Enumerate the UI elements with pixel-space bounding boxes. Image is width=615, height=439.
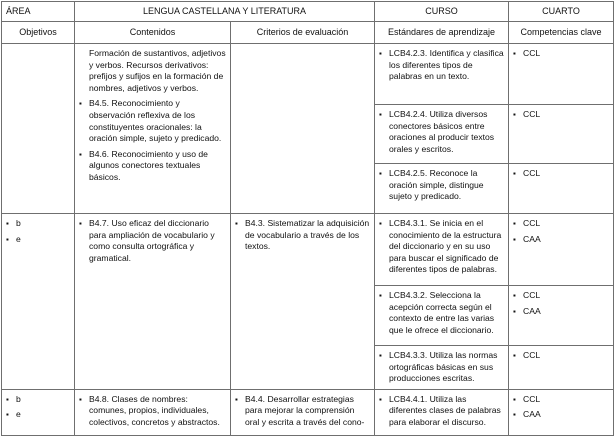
list-item: ▪ CAA	[509, 234, 609, 246]
contenidos-cell	[75, 214, 231, 390]
header-level: CUARTO	[509, 2, 614, 22]
estandar-cell	[375, 164, 509, 214]
header-subject: LENGUA CASTELLANA Y LITERATURA	[75, 2, 375, 22]
list-item: ▪ CCL	[509, 168, 609, 180]
estandar-cell	[375, 105, 509, 164]
estandar-cell	[375, 346, 509, 390]
header-area: ÁREA	[2, 2, 75, 22]
subheader-row	[2, 22, 614, 44]
competencias-cell	[509, 346, 614, 390]
list-item: ▪ LCB4.3.3. Utiliza las normas ortográficas básicas en sus producciones escritas.	[375, 350, 504, 385]
contenidos-cell	[75, 44, 231, 214]
competencias-cell	[509, 44, 614, 105]
list-item: ▪ b	[2, 218, 70, 230]
subheader-criterios: Criterios de evaluación	[231, 22, 375, 44]
contenidos-cell	[75, 389, 231, 435]
header-row	[2, 2, 614, 22]
list-item: ▪ e	[2, 234, 70, 246]
criterios-cell	[231, 214, 375, 390]
estandar-cell	[375, 389, 509, 435]
list-item: ▪ LCB4.2.3. Identifica y clasifica los diferentes tipos de palabras en un texto.	[375, 48, 504, 83]
list-item: ▪ CCL	[509, 350, 609, 362]
list-item: ▪ CCL	[509, 109, 609, 121]
table-row	[2, 44, 614, 105]
list-item: ▪ CCL	[509, 394, 609, 406]
list-item: ▪ b	[2, 394, 70, 406]
competencias-cell	[509, 286, 614, 346]
list-item: ▪ LCB4.2.4. Utiliza diversos conectores básicos entre oraciones al producir textos orales y escritos.	[375, 109, 504, 155]
list-item: ▪ LCB4.2.5. Reconoce la oración simple, distingue sujeto y predicado.	[375, 168, 504, 203]
estandar-cell	[375, 44, 509, 105]
list-item: ▪ LCB4.3.1. Se inicia en el conocimiento de la estructura del diccionario y en su uso para buscar el significado de diferentes tipos de palabras.	[375, 218, 504, 276]
list-item: ▪ CCL	[509, 48, 609, 60]
list-item: ▪ LCB4.3.2. Selecciona la acepción correcta según el contexto de entre las varias que le ofrece el diccionario.	[375, 290, 504, 336]
list-item: ▪ CAA	[509, 306, 609, 318]
list-item: ▪ CAA	[509, 409, 609, 421]
estandar-cell	[375, 286, 509, 346]
list-item: ▪ LCB4.4.1. Utiliza las diferentes clases de palabras para elaborar el discurso.	[375, 394, 504, 429]
curriculum-table	[1, 1, 614, 436]
list-item: ▪ e	[2, 409, 70, 421]
competencias-cell	[509, 164, 614, 214]
list-item: ▪ B4.6. Reconocimiento y uso de algunos conectores textuales básicos.	[75, 149, 226, 184]
subheader-objetivos: Objetivos	[2, 22, 75, 44]
objetivos-cell	[2, 389, 75, 435]
estandar-cell	[375, 214, 509, 286]
competencias-cell	[509, 214, 614, 286]
subheader-contenidos: Contenidos	[75, 22, 231, 44]
objetivos-cell	[2, 214, 75, 390]
list-item: ▪ B4.8. Clases de nombres: comunes, propios, individuales, colectivos, concretos y abstractos.	[75, 394, 226, 429]
competencias-cell	[509, 389, 614, 435]
list-item: ▪ B4.4. Desarrollar estrategias para mejorar la comprensión oral y escrita a través del cono-	[231, 394, 370, 429]
objetivos-cell	[2, 44, 75, 214]
list-item: ▪ B4.7. Uso eficaz del diccionario para ampliación de vocabulario y como consulta ortográfica y gramatical.	[75, 218, 226, 264]
subheader-competencias: Competencias clave	[509, 22, 614, 44]
header-curso: CURSO	[375, 2, 509, 22]
list-item: ▪ B4.5. Reconocimiento y observación reflexiva de los constituyentes oracionales: la oración simple, sujeto y predicado.	[75, 98, 226, 144]
criterios-cell	[231, 389, 375, 435]
table-row	[2, 389, 614, 435]
subheader-estandares: Estándares de aprendizaje	[375, 22, 509, 44]
list-item: ▪ B4.3. Sistematizar la adquisición de vocabulario a través de los textos.	[231, 218, 370, 253]
table-row	[2, 214, 614, 286]
list-item: ▪ CCL	[509, 218, 609, 230]
criterios-cell	[231, 44, 375, 214]
list-item: ▪ CCL	[509, 290, 609, 302]
competencias-cell	[509, 105, 614, 164]
list-item: Formación de sustantivos, adjetivos y verbos. Recursos derivativos: prefijos y sufijos en la formación de nombres, adjetivos y verbos.	[89, 48, 226, 93]
